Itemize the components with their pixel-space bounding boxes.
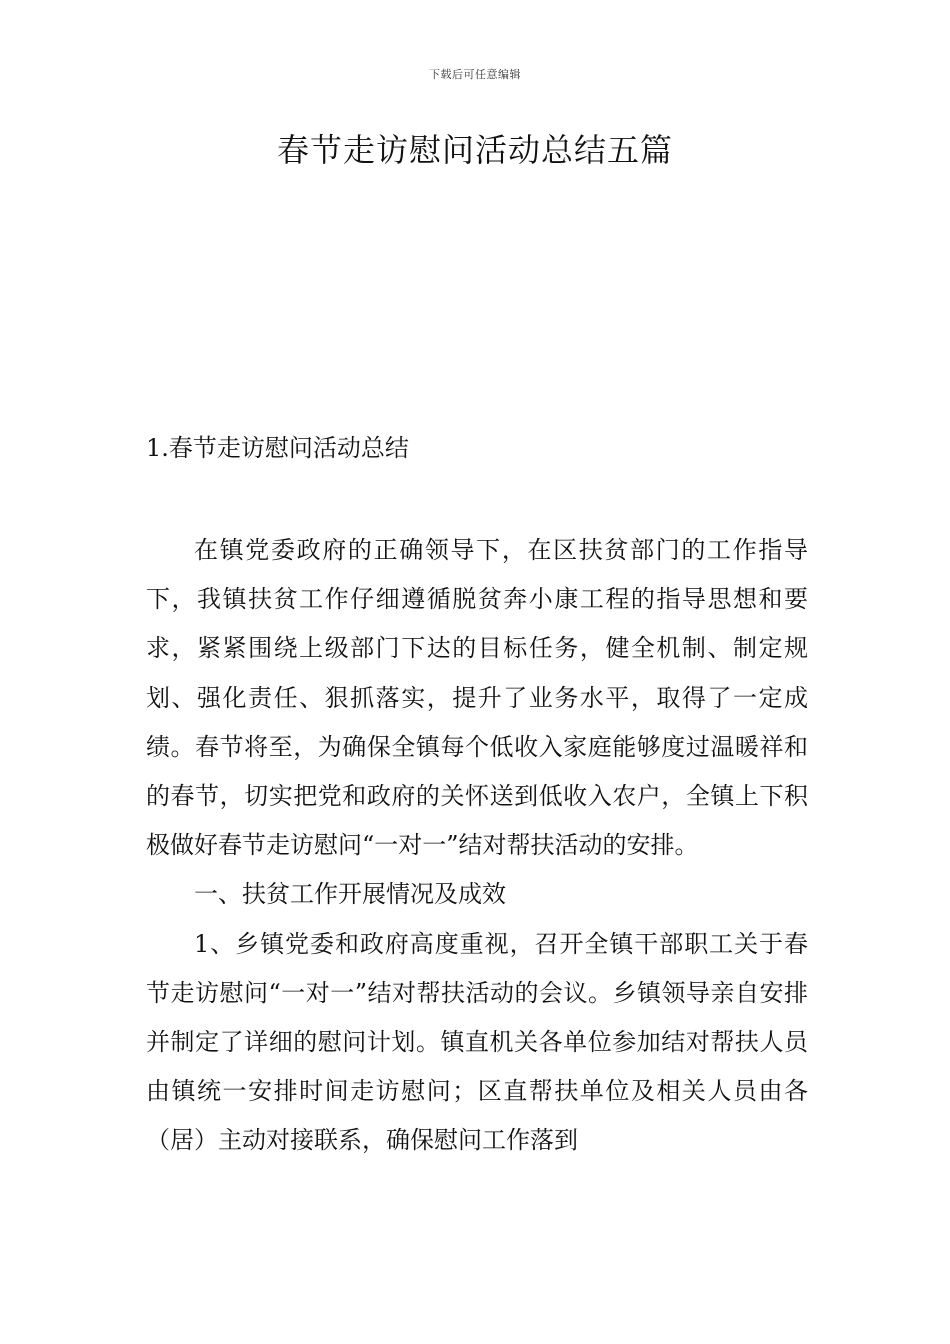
header-note: 下载后可任意编辑 (429, 68, 521, 81)
paragraph-item-1: 1、乡镇党委和政府高度重视，召开全镇干部职工关于春节走访慰问“一对一”结对帮扶活动的会议。乡镇领导亲自安排并制定了详细的慰问计划。镇直机关各单位参加结对帮扶人员由镇统一安排时间走访慰问；区直帮扶单位及相关人员由各（居）主动对接联系，确保慰问工作落到 (146, 929, 808, 1155)
document-body (146, 526, 808, 1166)
paragraph-subheading: 一、扶贫工作开展情况及成效 (194, 880, 506, 909)
paragraph-intro: 在镇党委政府的正确领导下，在区扶贫部门的工作指导下，我镇扶贫工作仔细遵循脱贫奔小康工程的指导思想和要求，紧紧围绕上级部门下达的目标任务，健全机制、制定规划、强化责任、狠抓落实，提升了业务水平，取得了一定成绩。春节将至，为确保全镇每个低收入家庭能够度过温暖祥和的春节，切实把党和政府的关怀送到低收入农户，全镇上下积极做好春节走访慰问“一对一”结对帮扶活动的安排。 (146, 536, 808, 860)
section-heading: 1.春节走访慰问活动总结 (146, 434, 409, 462)
document-title: 春节走访慰问活动总结五篇 (276, 131, 673, 169)
